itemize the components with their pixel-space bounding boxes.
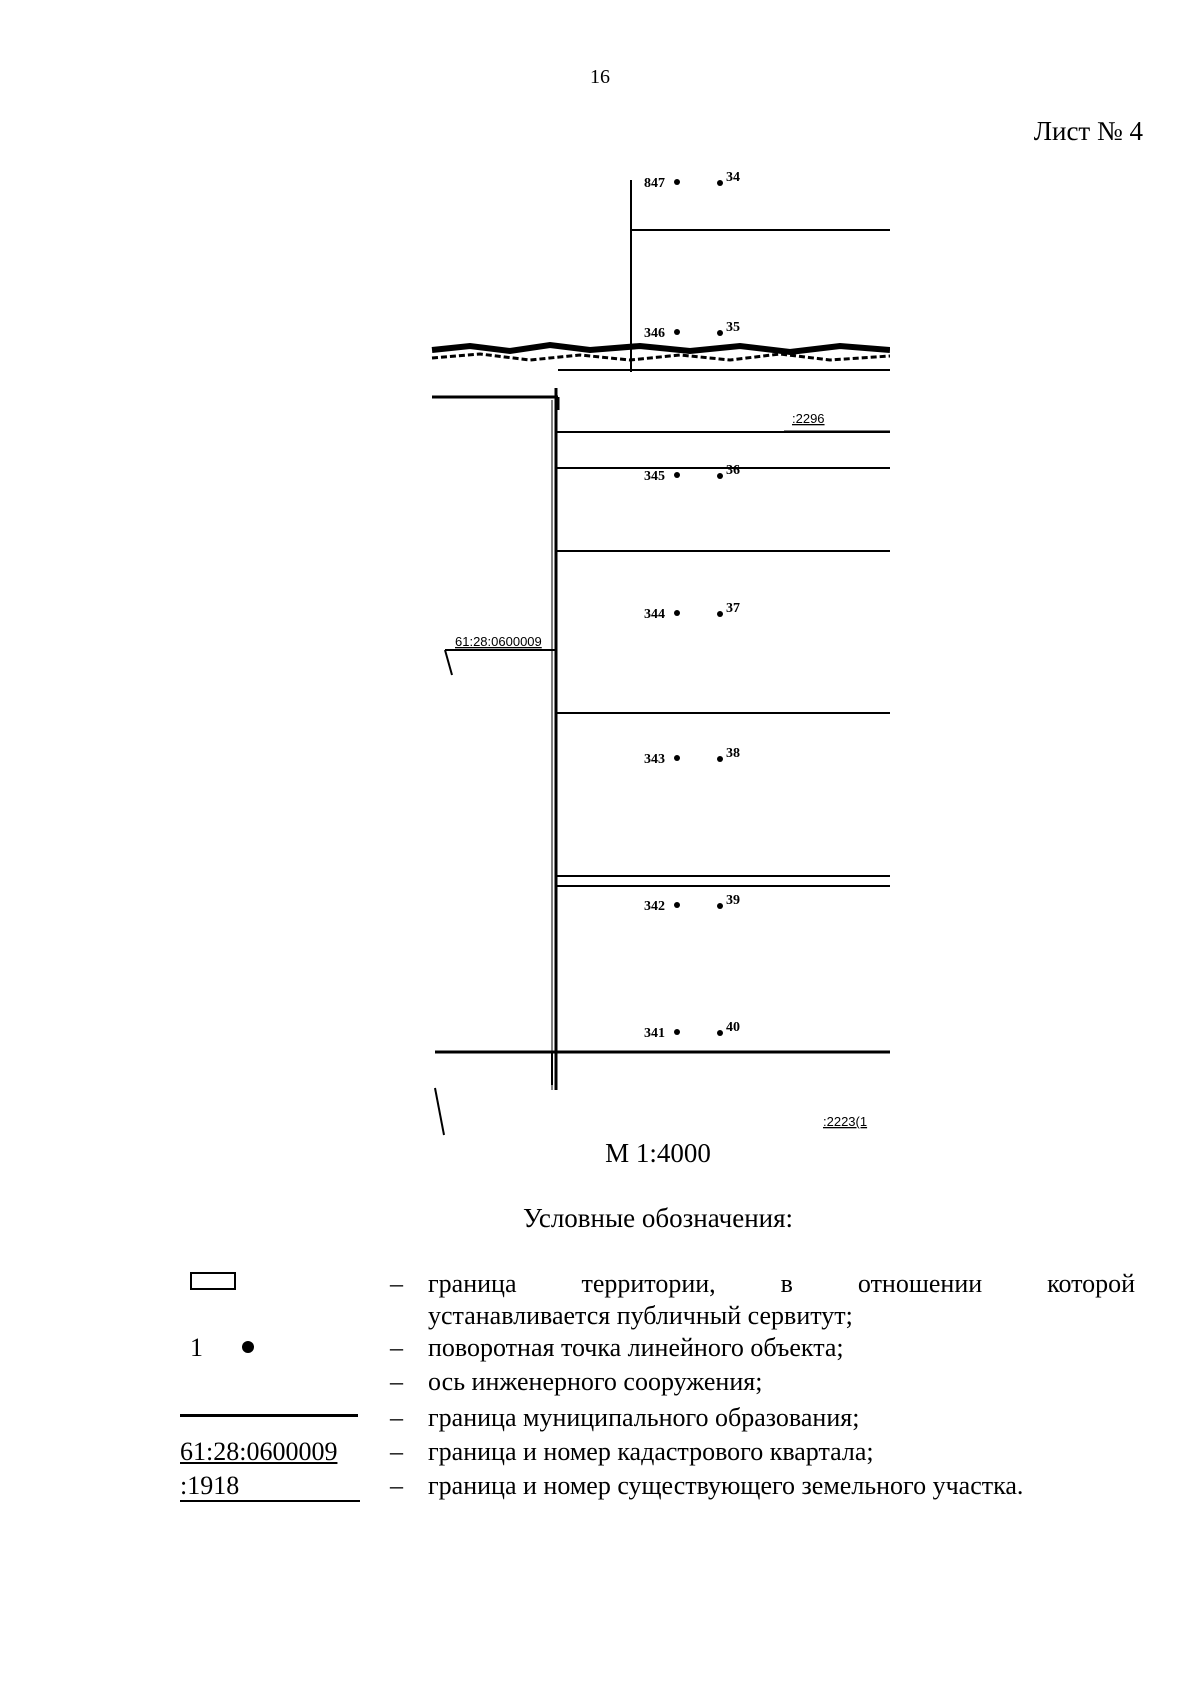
turn-point-marker xyxy=(717,1030,723,1036)
legend-dash: – xyxy=(390,1437,403,1466)
page-number: 16 xyxy=(590,66,610,88)
cadastral-map xyxy=(410,170,890,1140)
point-label-left: 346 xyxy=(644,326,665,341)
sheet-number: Лист № 4 xyxy=(1033,116,1143,146)
turn-point-marker xyxy=(674,755,680,761)
turn-point-marker xyxy=(717,473,723,479)
point-label-right: 40 xyxy=(726,1020,740,1035)
municipal-boundary-icon xyxy=(180,1414,358,1417)
point-number: 1 xyxy=(190,1333,203,1362)
boundary-hook xyxy=(435,1088,444,1135)
point-label-left: 341 xyxy=(644,1026,665,1041)
turn-point-marker xyxy=(674,1029,680,1035)
parcel-number: :1918 xyxy=(180,1471,240,1500)
point-label-left: 847 xyxy=(644,176,665,191)
turn-point-marker xyxy=(674,329,680,335)
turn-point-marker xyxy=(674,902,680,908)
parcel-label-2223: :2223(1 xyxy=(823,1114,868,1129)
point-label-right: 34 xyxy=(726,170,740,185)
turn-point-marker xyxy=(717,903,723,909)
point-label-right: 36 xyxy=(726,463,740,478)
point-label-right: 35 xyxy=(726,320,740,335)
legend-dash: – xyxy=(390,1269,403,1298)
turn-point-marker xyxy=(674,179,680,185)
legend-dash: – xyxy=(390,1403,403,1432)
point-label-right: 38 xyxy=(726,746,740,761)
legend-text: поворотная точка линейного объекта; xyxy=(428,1333,844,1362)
legend-text: граница и номер существующего земельного участка. xyxy=(428,1471,1024,1500)
point-label-left: 343 xyxy=(644,752,665,767)
legend-dash: – xyxy=(390,1471,403,1500)
point-label-right: 39 xyxy=(726,893,740,908)
legend-title: Условные обозначения: xyxy=(522,1203,794,1233)
turn-point-marker xyxy=(717,330,723,336)
turn-point-marker xyxy=(674,610,680,616)
point-label-right: 37 xyxy=(726,601,740,616)
legend-text-line1: граница территории, в отношении которой xyxy=(428,1269,1136,1298)
legend-text-line2: устанавливается публичный сервитут; xyxy=(428,1301,853,1330)
municipal-boundary-band xyxy=(432,345,890,352)
map-scale: М 1:4000 xyxy=(605,1138,711,1168)
point-label-left: 344 xyxy=(644,607,665,622)
legend-text: ось инженерного сооружения; xyxy=(428,1367,763,1396)
servitude-boundary-icon xyxy=(190,1272,236,1290)
legend-text: граница муниципального образования; xyxy=(428,1403,860,1432)
legend-dash: – xyxy=(390,1367,403,1396)
point-label-left: 342 xyxy=(644,899,665,914)
cadastral-quarter-label: 61:28:0600009 xyxy=(455,634,542,649)
turn-point-marker xyxy=(717,611,723,617)
turn-point-marker xyxy=(717,180,723,186)
legend-dash: – xyxy=(390,1333,403,1362)
turn-point-icon xyxy=(242,1341,254,1353)
cadastral-number: 61:28:0600009 xyxy=(180,1437,338,1466)
legend-text xyxy=(428,1268,1135,1332)
turn-point-marker xyxy=(717,756,723,762)
parcel-label-2296: :2296 xyxy=(792,411,825,426)
cadastral-leader xyxy=(445,650,452,675)
legend-text: граница и номер кадастрового квартала; xyxy=(428,1437,874,1466)
municipal-boundary-band xyxy=(432,354,890,360)
point-label-left: 345 xyxy=(644,469,665,484)
parcel-underline xyxy=(180,1500,360,1502)
turn-point-marker xyxy=(674,472,680,478)
